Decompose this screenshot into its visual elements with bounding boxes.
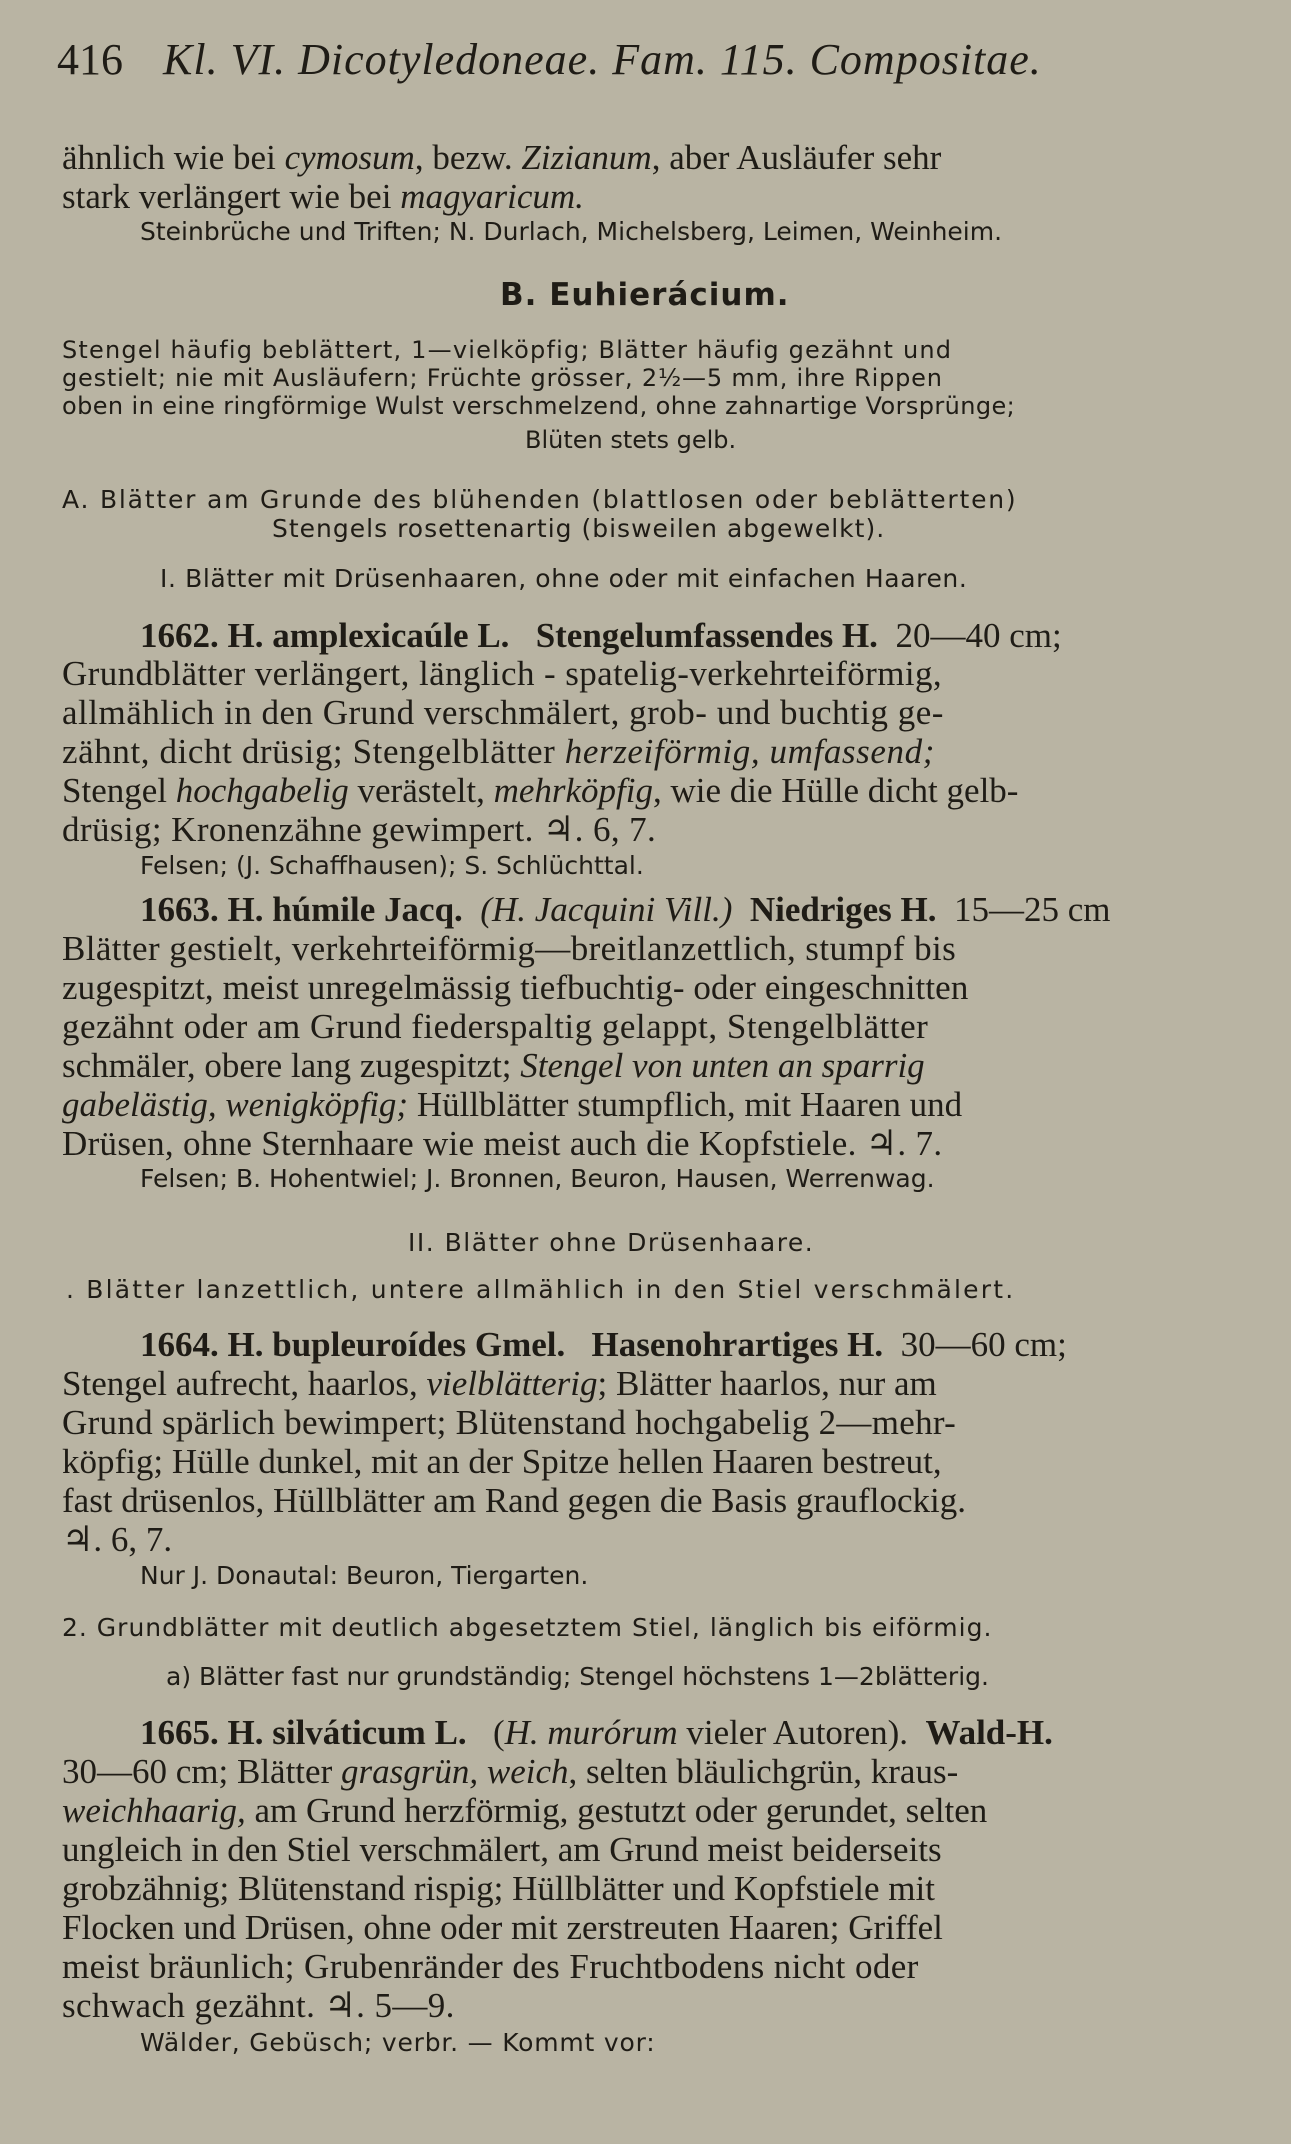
species-1663-line-4: gezähnt oder am Grund fiederspaltig gelappt, Stengelblätter bbox=[62, 1007, 929, 1046]
species-1664-habitat: Nur J. Donautal: Beuron, Tiergarten. bbox=[140, 1561, 589, 1590]
text: ; Blätter haarlos, nur am bbox=[597, 1364, 937, 1403]
species-1663-line-3: zugespitzt, meist unregelmässig tiefbuchtig- oder eingeschnitten bbox=[62, 968, 969, 1007]
species-number: 1665. bbox=[140, 1713, 219, 1752]
species-name: H. amplexicaúle L. bbox=[227, 616, 510, 655]
key-2a: a) Blätter fast nur grundständig; Stengel höchstens 1—2blätterig. bbox=[166, 1662, 989, 1691]
species-1665-line-7: meist bräunlich; Grubenränder des Fruchtbodens nicht oder bbox=[62, 1947, 919, 1986]
species-1663-heading bbox=[140, 892, 1111, 927]
section-desc-1: Stengel häufig beblättert, 1—vielköpfig; Blätter häufig gezähnt und bbox=[62, 336, 953, 364]
key-i: I. Blätter mit Drüsenhaaren, ohne oder mit einfachen Haaren. bbox=[160, 564, 968, 593]
text: stark verlängert wie bei bbox=[62, 177, 401, 216]
intro-line-1 bbox=[62, 140, 941, 175]
species-name: H. húmile Jacq. bbox=[227, 890, 463, 929]
key-a-line-2: Stengels rosettenartig (bisweilen abgewelkt). bbox=[272, 514, 886, 543]
species-1662-habitat: Felsen; (J. Schaffhausen); S. Schlüchttal. bbox=[140, 851, 644, 880]
key-1: . Blätter lanzettlich, untere allmählich in den Stiel verschmälert. bbox=[66, 1275, 1016, 1304]
section-desc-2: gestielt; nie mit Ausläufern; Früchte grösser, 2½—5 mm, ihre Rippen bbox=[62, 364, 943, 392]
common-name: Wald-H. bbox=[925, 1713, 1053, 1752]
plant-size: 20—40 cm; bbox=[895, 616, 1062, 655]
text: Stengel bbox=[62, 771, 176, 810]
species-1665-habitat: Wälder, Gebüsch; verbr. — Kommt vor: bbox=[140, 2028, 656, 2057]
key-ii: II. Blätter ohne Drüsenhaare. bbox=[408, 1228, 815, 1257]
text: Stengel von unten an sparrig bbox=[520, 1046, 925, 1085]
text: Stengel aufrecht, haarlos, bbox=[62, 1364, 427, 1403]
text: hochgabelig bbox=[175, 771, 349, 810]
species-name: H. silváticum L. bbox=[227, 1713, 467, 1752]
text: vieler Autoren). bbox=[677, 1713, 909, 1752]
species-1663-line-2: Blätter gestielt, verkehrteiförmig—breitlanzettlich, stumpf bis bbox=[62, 929, 957, 968]
species-1665-line-8: schwach gezähnt. ♃. 5—9. bbox=[62, 1986, 455, 2025]
text: 30—60 cm; Blätter bbox=[62, 1752, 341, 1791]
species-1662-line-5 bbox=[62, 773, 1018, 808]
text: mehrköpfig bbox=[493, 771, 653, 810]
text: am Grund herzförmig, gestutzt oder gerundet, selten bbox=[245, 1791, 988, 1830]
text: , selten bläulichgrün, kraus- bbox=[568, 1752, 959, 1791]
species-1662-line-6: drüsig; Kronenzähne gewimpert. ♃. 6, 7. bbox=[62, 810, 657, 849]
synonym: H. murórum bbox=[504, 1713, 678, 1752]
key-2: 2. Grundblätter mit deutlich abgesetztem Stiel, länglich bis eiförmig. bbox=[62, 1613, 993, 1642]
text: weichhaarig, bbox=[62, 1791, 246, 1830]
running-title: Kl. VI. Dicotyledoneae. Fam. 115. Compositae. bbox=[163, 35, 1042, 84]
species-1665-heading bbox=[140, 1715, 1053, 1750]
species-1662-line-3: allmählich in den Grund verschmälert, grob- und buchtig ge- bbox=[62, 693, 944, 732]
text: gabelästig, wenigköpfig; bbox=[62, 1085, 409, 1124]
common-name: Hasenohrartiges H. bbox=[591, 1325, 884, 1364]
common-name: Niedriges H. bbox=[749, 890, 937, 929]
species-1663-line-5 bbox=[62, 1048, 925, 1083]
plant-size: 15—25 cm bbox=[954, 890, 1111, 929]
text: Hüllblätter stumpflich, mit Haaren und bbox=[408, 1085, 963, 1124]
species-1662-line-4 bbox=[62, 734, 935, 769]
species-1663-line-6 bbox=[62, 1087, 962, 1122]
text: ( bbox=[492, 1713, 505, 1752]
key-a-line-1: A. Blätter am Grunde des blühenden (blattlosen oder beblätterten) bbox=[62, 485, 1018, 514]
synonym: (H. Jacquini Vill.) bbox=[480, 890, 733, 929]
species-1665-line-6: Flocken und Drüsen, ohne oder mit zerstreuten Haaren; Griffel bbox=[62, 1908, 943, 1947]
text: , aber Ausläufer sehr bbox=[651, 138, 942, 177]
species-1665-line-5: grobzähnig; Blütenstand rispig; Hüllblätter und Kopfstiele mit bbox=[62, 1869, 935, 1908]
species-1663-habitat: Felsen; B. Hohentwiel; J. Bronnen, Beuron, Hausen, Werrenwag. bbox=[140, 1164, 935, 1193]
species-1662-line-2: Grundblätter verlängert, länglich - spatelig-verkehrteiförmig, bbox=[62, 654, 943, 693]
text: , wie die Hülle dicht gelb- bbox=[653, 771, 1019, 810]
species-1664-line-3: Grund spärlich bewimpert; Blütenstand hochgabelig 2—mehr- bbox=[62, 1403, 957, 1442]
taxon-name: Zizianum bbox=[521, 138, 652, 177]
species-1662-heading bbox=[140, 618, 1062, 653]
species-1665-line-4: ungleich in den Stiel verschmälert, am Grund meist beiderseits bbox=[62, 1830, 942, 1869]
page-number: 416 bbox=[57, 35, 123, 84]
text: grasgrün, weich bbox=[340, 1752, 569, 1791]
taxon-name: magyaricum. bbox=[400, 177, 584, 216]
species-number: 1664. bbox=[140, 1325, 219, 1364]
text: zähnt, dicht drüsig; Stengelblätter bbox=[62, 732, 565, 771]
common-name: Stengelumfassendes H. bbox=[535, 616, 878, 655]
species-number: 1663. bbox=[140, 890, 219, 929]
intro-line-2 bbox=[62, 179, 584, 214]
section-desc-3: oben in eine ringförmige Wulst verschmelzend, ohne zahnartige Vorsprünge; bbox=[62, 392, 1016, 420]
species-1664-line-5: fast drüsenlos, Hüllblätter am Rand gegen die Basis grauflockig. bbox=[62, 1481, 966, 1520]
species-1665-line-2 bbox=[62, 1754, 958, 1789]
section-desc-4: Blüten stets gelb. bbox=[525, 426, 737, 454]
text: schmäler, obere lang zugespitzt; bbox=[62, 1046, 521, 1085]
species-name: H. bupleuroídes Gmel. bbox=[227, 1325, 566, 1364]
species-number: 1662. bbox=[140, 616, 219, 655]
species-1664-line-4: köpfig; Hülle dunkel, mit an der Spitze hellen Haaren bestreut, bbox=[62, 1442, 942, 1481]
section-title: B. Euhierácium. bbox=[500, 277, 790, 313]
text: herzeiförmig, umfassend; bbox=[564, 732, 935, 771]
species-1664-line-2 bbox=[62, 1366, 937, 1401]
species-1664-heading bbox=[140, 1327, 1067, 1362]
taxon-name: cymosum bbox=[284, 138, 415, 177]
species-1665-line-3 bbox=[62, 1793, 987, 1828]
species-1663-line-7: Drüsen, ohne Sternhaare wie meist auch die Kopfstiele. ♃. 7. bbox=[62, 1124, 943, 1163]
text: ähnlich wie bei bbox=[62, 138, 285, 177]
text: verästelt, bbox=[348, 771, 494, 810]
text: , bezw. bbox=[414, 138, 522, 177]
text: vielblätterig bbox=[426, 1364, 598, 1403]
intro-habitat: Steinbrüche und Triften; N. Durlach, Michelsberg, Leimen, Weinheim. bbox=[140, 217, 1003, 246]
plant-size: 30—60 cm; bbox=[900, 1325, 1067, 1364]
species-1664-line-6: ♃. 6, 7. bbox=[62, 1520, 173, 1559]
